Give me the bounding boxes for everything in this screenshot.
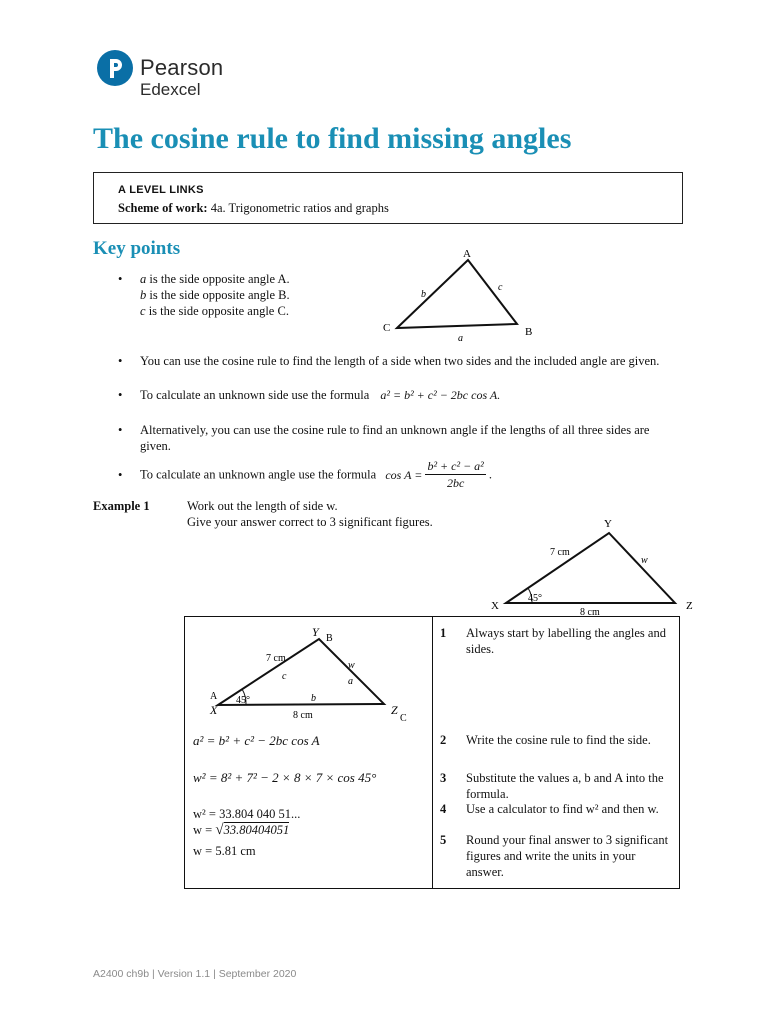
table-top-left-border <box>185 616 432 617</box>
table-divider <box>432 616 433 888</box>
side-c-line: c is the side opposite angle C. <box>140 304 289 318</box>
label-c: c <box>498 282 503 293</box>
bullet-dot: • <box>118 272 123 286</box>
key-points-heading: Key points <box>93 238 181 259</box>
bullet-angle-formula: • To calculate an unknown angle use the formula cos A = $\frac{\text{b² + c² − a²}}{2bc}$ . <box>118 459 493 490</box>
cosine-rule-formula: a² = b² + c² − 2bc cos A. <box>380 388 501 402</box>
sqrt-symbol: √ <box>215 822 224 838</box>
example-label: Example 1 <box>93 499 150 513</box>
bullet-angle-use: • Alternatively, you can use the cosine rule to find an unknown angle if the lengths of all three sides are given. <box>118 423 650 453</box>
scheme-of-work <box>118 200 389 216</box>
bullet-sides <box>118 271 380 319</box>
bullet-side-use: • You can use the cosine rule to find the length of a side when two sides and the included angle are given. <box>118 354 660 368</box>
label-y-mark: Y <box>312 625 319 639</box>
label-8cm: 8 cm <box>580 607 600 618</box>
label-A2: A <box>210 691 218 702</box>
label-Z: Z <box>686 600 693 612</box>
label-z-mark: Z <box>391 703 398 717</box>
links-heading: A LEVEL LINKS <box>118 184 204 196</box>
example-triangle-diagram <box>488 515 698 621</box>
label-45: 45° <box>528 593 542 604</box>
pearson-p-logo-icon <box>97 50 133 86</box>
working-final: w = 5.81 cm <box>193 844 256 858</box>
step-5: 5 Round your final answer to 3 significant figures and write the units in your answer. <box>440 833 669 879</box>
label-b: b <box>421 289 426 300</box>
step-2: 2 Write the cosine rule to find the side. <box>440 733 651 747</box>
step-3: 3 Substitute the values a, b and A into the formula. <box>440 771 664 801</box>
label-B2: B <box>326 633 333 644</box>
label-C: C <box>383 322 391 334</box>
links-box <box>93 172 683 224</box>
label-8cm-2: 8 cm <box>293 710 313 721</box>
cosine-angle-fraction: $\frac{\text{b² + c² − a²}}{2bc}$ <box>427 459 484 490</box>
page-title: The cosine rule to find missing angles <box>93 122 572 155</box>
label-w: w <box>641 555 648 566</box>
label-Y: Y <box>604 518 612 530</box>
side-b-line: b is the side opposite angle B. <box>140 288 290 302</box>
label-c-2: c <box>282 671 287 682</box>
side-a-line: a is the side opposite angle A. <box>140 272 290 286</box>
table-top-right-border <box>416 616 679 617</box>
solution-triangle-diagram <box>200 622 420 724</box>
brand-name: Pearson <box>140 55 224 80</box>
label-w-2: w <box>348 660 355 671</box>
label-X: X <box>491 600 499 612</box>
label-b-2: b <box>311 693 316 704</box>
label-C2: C <box>400 713 407 724</box>
working-formula: a² = b² + c² − 2bc cos A <box>193 733 320 748</box>
working-value-squared: w² = 33.804 040 51... <box>193 807 301 821</box>
key-triangle <box>397 260 517 328</box>
scheme-value: 4a. Trigonometric ratios and graphs <box>210 201 389 215</box>
label-7cm: 7 cm <box>550 547 570 558</box>
label-45-2: 45° <box>236 695 250 706</box>
label-a: a <box>458 333 463 344</box>
label-B: B <box>525 326 533 338</box>
scheme-label: Scheme of work: <box>118 201 208 215</box>
step-1: 1 Always start by labelling the angles and sides. <box>440 626 666 656</box>
working-sqrt: w = √33.80404051 <box>193 822 290 838</box>
brand-sub: Edexcel <box>140 80 201 99</box>
label-x-mark: X <box>210 703 218 717</box>
label-a-2: a <box>348 676 353 687</box>
step-4: 4 Use a calculator to find w² and then w. <box>440 802 659 816</box>
example-question: Work out the length of side w. Give your answer correct to 3 significant figures. <box>187 499 433 529</box>
bullet-side-formula: • To calculate an unknown side use the formula a² = b² + c² − 2bc cos A. <box>118 388 501 402</box>
label-7cm-2: 7 cm <box>266 653 286 664</box>
pearson-logo <box>97 50 133 86</box>
key-triangle-diagram <box>375 242 555 347</box>
page-footer: A2400 ch9b | Version 1.1 | September 2020 <box>93 968 297 980</box>
working-substitution: w² = 8² + 7² − 2 × 8 × 7 × cos 45° <box>193 770 377 785</box>
label-A: A <box>463 248 471 260</box>
